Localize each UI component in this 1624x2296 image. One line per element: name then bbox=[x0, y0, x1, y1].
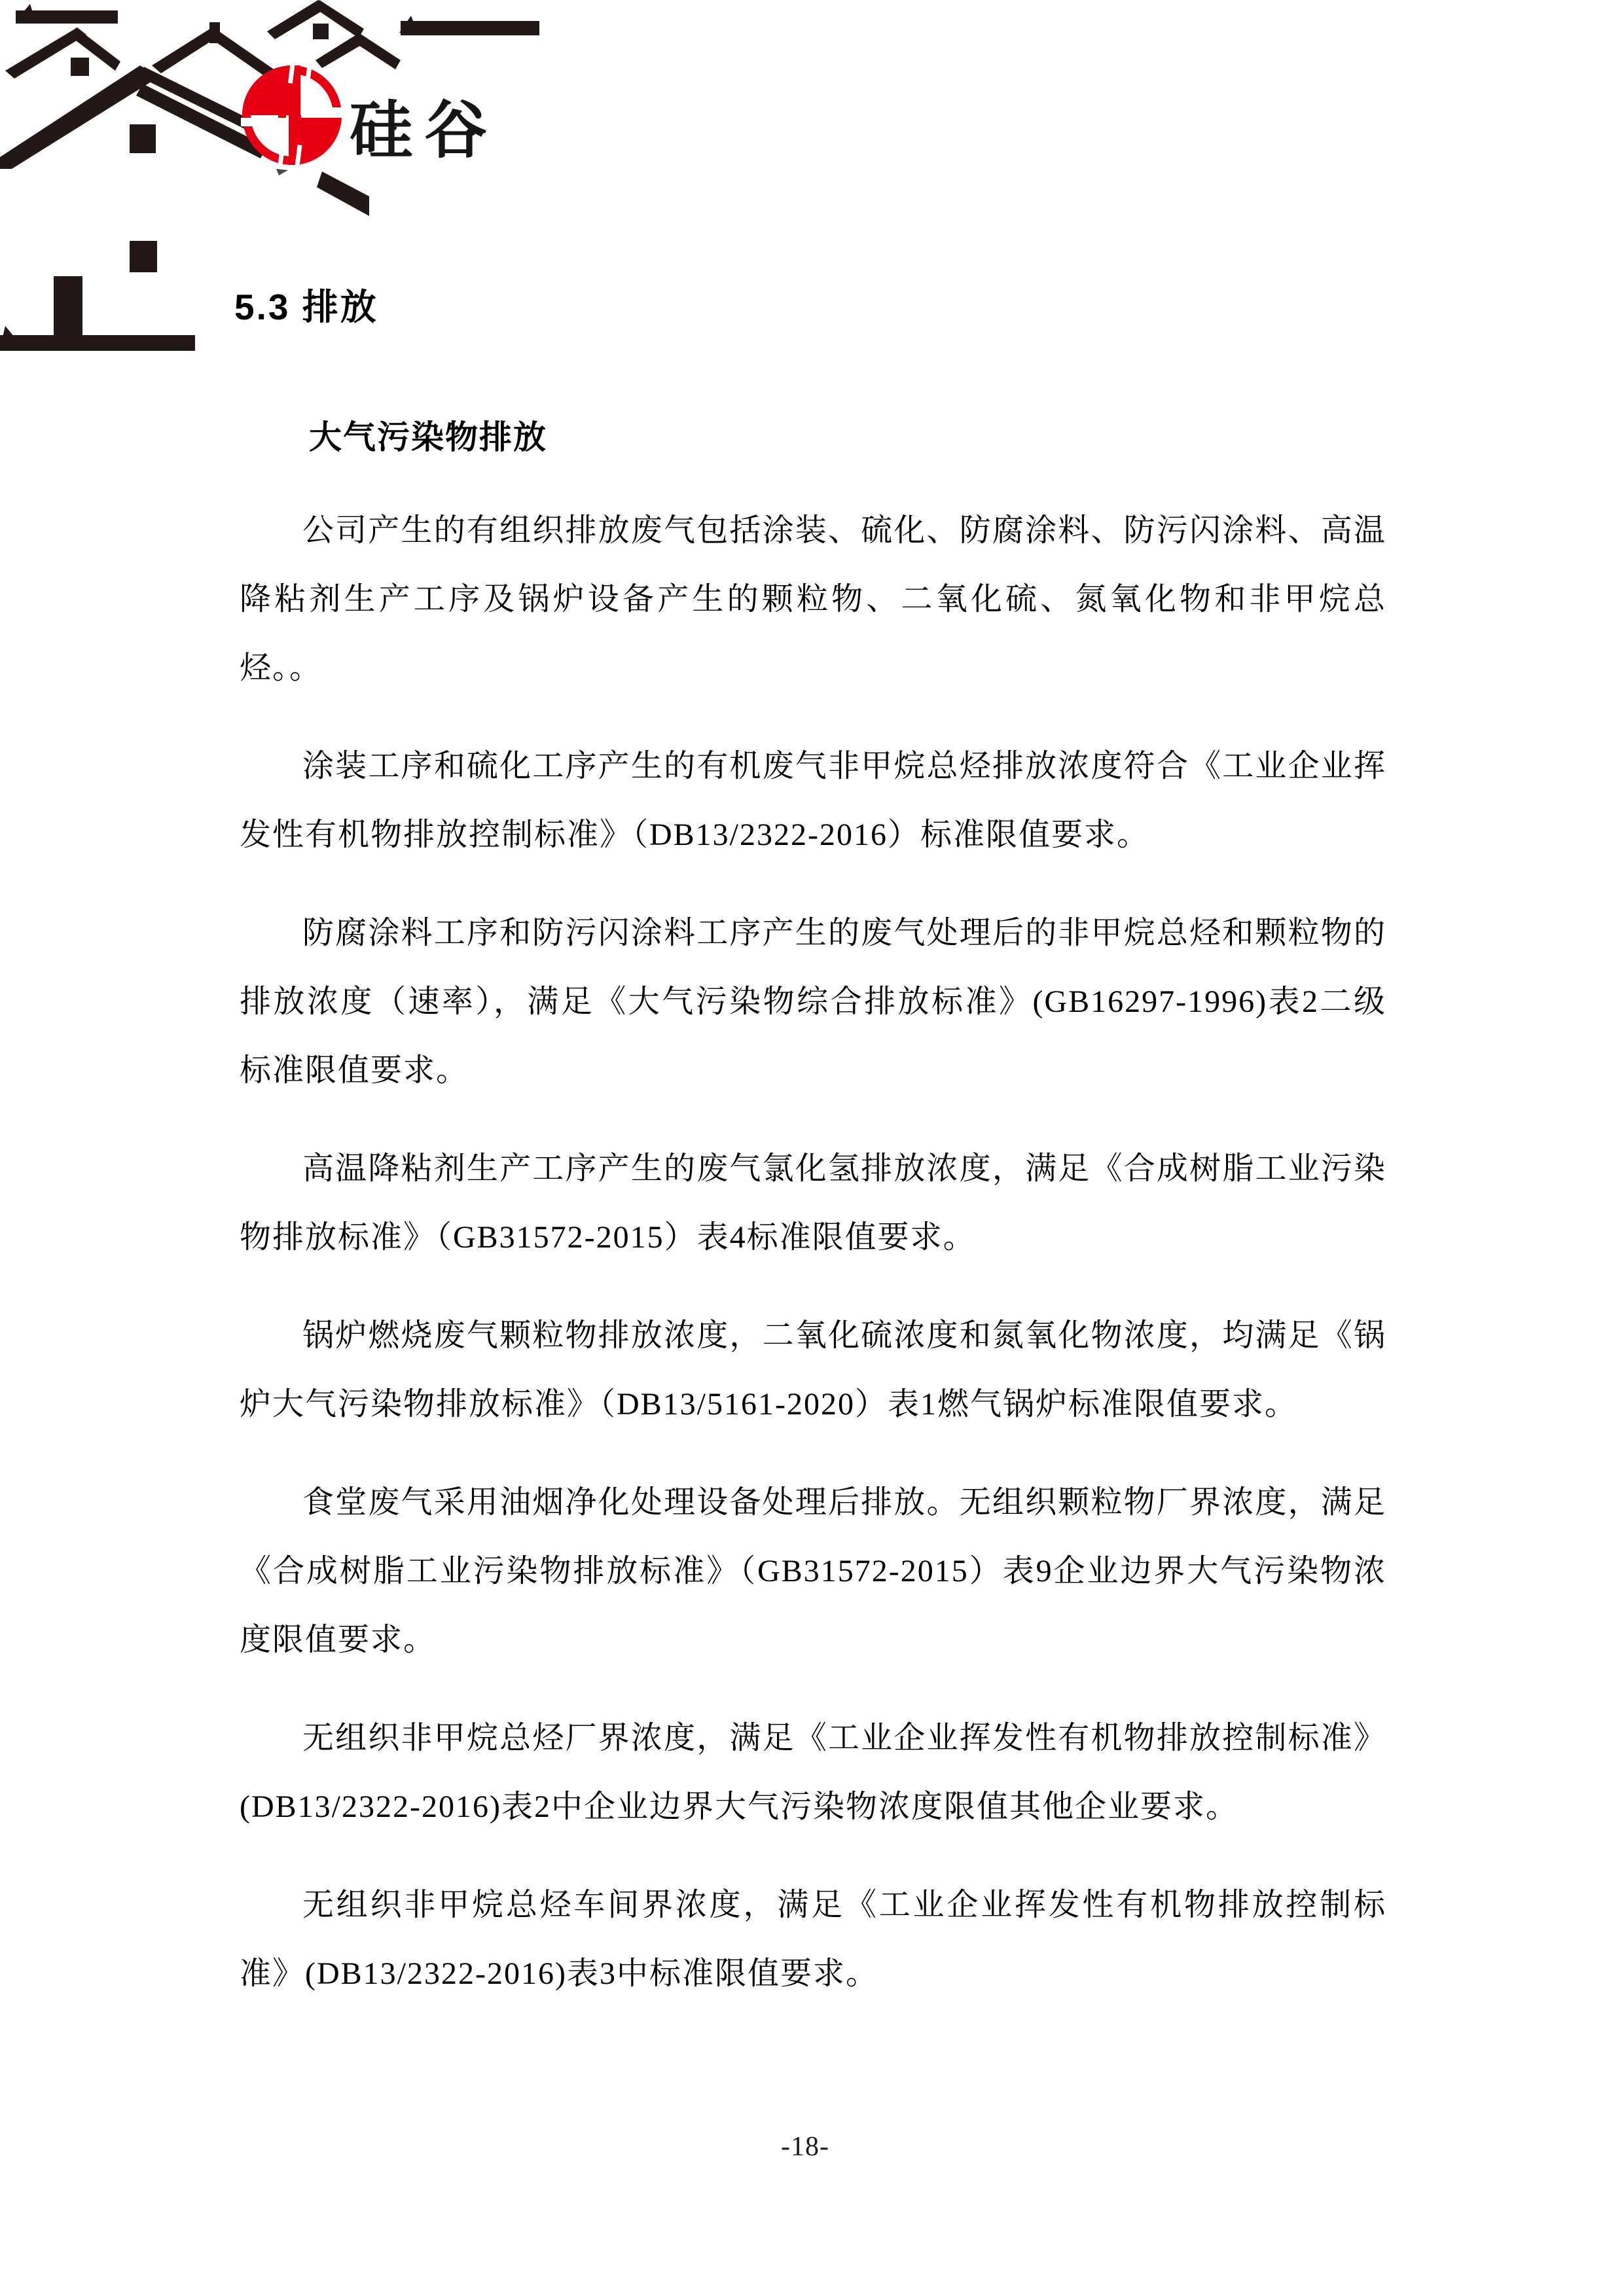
body-text bbox=[240, 496, 1386, 2037]
subsection-heading: 大气污染物排放 bbox=[309, 419, 547, 456]
paragraph-boiler-emissions: 锅炉燃烧废气颗粒物排放浓度，二氧化硫浓度和氮氧化物浓度，均满足《锅炉大气污染物排放标准》（DB13/5161-2020）表1燃气锅炉标准限值要求。 bbox=[240, 1318, 1386, 1422]
paragraph-coating-vulcanization: 涂装工序和硫化工序产生的有机废气非甲烷总烃排放浓度符合《工业企业挥发性有机物排放控制标准》（DB13/2322-2016）标准限值要求。 bbox=[240, 749, 1386, 852]
paragraph-fugitive-boundary: 无组织非甲烷总烃厂界浓度，满足《工业企业挥发性有机物排放控制标准》(DB13/2322-2016)表2中企业边界大气污染物浓度限值其他企业要求。 bbox=[240, 1721, 1386, 1824]
page-number: -18- bbox=[781, 2132, 829, 2162]
logo-brand-text: 硅谷 bbox=[350, 96, 499, 166]
paragraph-fugitive-workshop: 无组织非甲烷总烃车间界浓度，满足《工业企业挥发性有机物排放控制标准》(DB13/2322-2016)表3中标准限值要求。 bbox=[240, 1888, 1386, 1991]
paragraph-organized-emissions: 公司产生的有组织排放废气包括涂装、硫化、防腐涂料、防污闪涂料、高温降粘剂生产工序及锅炉设备产生的颗粒物、二氧化硫、氮氧化物和非甲烷总烃。。 bbox=[240, 513, 1386, 685]
paragraph-anticorrosive-coating: 防腐涂料工序和防污闪涂料工序产生的废气处理后的非甲烷总烃和颗粒物的排放浓度（速率），满足《大气污染物综合排放标准》(GB16297-1996)表2二级标准限值要求。 bbox=[240, 916, 1386, 1088]
paragraph-canteen-emissions: 食堂废气采用油烟净化处理设备处理后排放。无组织颗粒物厂界浓度，满足《合成树脂工业污染物排放标准》（GB31572-2015）表9企业边界大气污染物浓度限值要求。 bbox=[240, 1485, 1386, 1657]
section-heading: 5.3 排放 bbox=[234, 287, 378, 327]
logo-s-mark-icon bbox=[241, 62, 343, 175]
paragraph-viscosity-reducer: 高温降粘剂生产工序产生的废气氯化氢排放浓度，满足《合成树脂工业污染物排放标准》（GB31572-2015）表4标准限值要求。 bbox=[240, 1151, 1386, 1255]
